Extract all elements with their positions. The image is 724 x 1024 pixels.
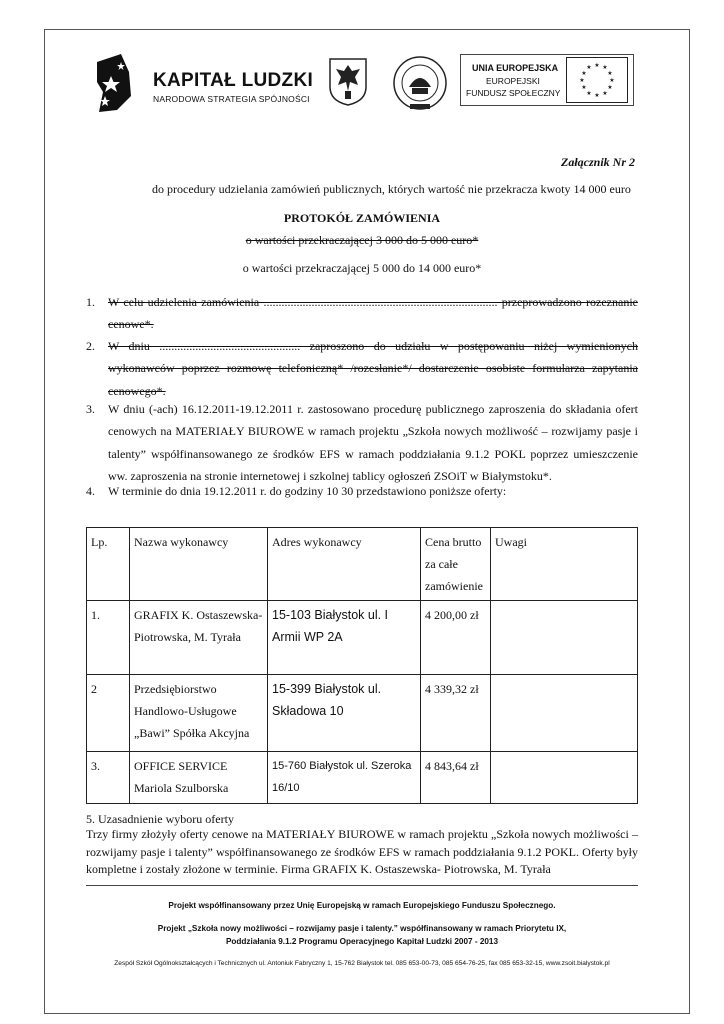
- cell-name: GRAFIX K. Ostaszewska- Piotrowska, M. Tyrała: [130, 601, 268, 675]
- kapital-ludzki-title: KAPITAŁ LUDZKI: [153, 70, 314, 91]
- cell-price: 4 200,00 zł: [421, 601, 491, 675]
- cell-name: Przedsiębiorstwo Handlowo-Usługowe „Bawi” Spółka Akcyjna: [130, 675, 268, 752]
- cell-lp: 1.: [87, 601, 130, 675]
- svg-text:★: ★: [594, 62, 600, 69]
- svg-text:★: ★: [602, 64, 608, 71]
- header-address: Adres wykonawcy: [268, 528, 421, 601]
- cell-price: 4 339,32 zł: [421, 675, 491, 752]
- svg-text:★: ★: [602, 90, 608, 97]
- cell-name: OFFICE SERVICE Mariola Szulborska: [130, 752, 268, 804]
- table-row: [87, 601, 638, 675]
- document-title: PROTOKÓŁ ZAMÓWIENIA: [283, 211, 441, 225]
- footer-project: Projekt „Szkoła nowy możliwości – rozwijamy pasje i talenty.” współfinansowany w ramach Priorytetu IX,: [157, 924, 567, 933]
- cell-address: 15-399 Białystok ul. Składowa 10: [268, 675, 421, 752]
- item-text: W terminie do dnia 19.12.2011 r. do godziny 10 30 przedstawiono poniższe oferty:: [108, 484, 507, 498]
- cell-lp: 2: [87, 675, 130, 752]
- item-text: W dniu ............................................... zaproszono do udziału w postępowaniu niżej wymienionych wykonawców poprzez rozmowę telefoniczną* /rozesłanie*/ dostarczenie osobiste formularza zapytania cenowego*.: [108, 339, 638, 398]
- svg-text:★: ★: [581, 70, 587, 77]
- eu-european-label: EUROPEJSKI: [486, 76, 540, 86]
- value-range: o wartości przekraczającej 5 000 do 14 000 euro*: [242, 261, 482, 275]
- section-5-heading: 5. Uzasadnienie wyboru oferty: [86, 812, 234, 826]
- eu-fund-label: FUNDUSZ SPOŁECZNY: [466, 88, 561, 98]
- svg-text:★: ★: [581, 84, 587, 91]
- svg-text:★: ★: [609, 77, 615, 84]
- header-name: Nazwa wykonawcy: [130, 528, 268, 601]
- table-row: [87, 675, 638, 752]
- cell-notes: [491, 601, 638, 675]
- item-text: W dniu (-ach) 16.12.2011-19.12.2011 r. zastosowano procedurę publicznego zaproszenia do składania ofert cenowych na MATERIAŁY BIUROWE w ramach projektu „Szkoła nowych możliwość – rozwijamy pasje i talenty” współfinansowanego ze środków EFS w ramach poddziałania 9.1.2 POKL poprzez umieszczenie ww. zaproszenia na stronie internetowej i szkolnej tablicy ogłoszeń ZSOiT w Białymstoku*.: [108, 402, 638, 483]
- section-5-text: Trzy firmy złożyły oferty cenowe na MATERIAŁY BIUROWE w ramach projektu „Szkoła nowych możliwości – rozwijamy pasje i talenty” współfinansowanego ze środków EFS w ramach poddziałania 9.1.2 POKL. Oferty były kompletne i zostały złożone w terminie. Firma GRAFIX K. Ostaszewska- Piotrowska, M. Tyrała: [86, 827, 638, 876]
- offers-table: [86, 527, 638, 804]
- footer-school-contact: Zespół Szkół Ogólnokształcących i Technicznych ul. Antoniuk Fabryczny 1, 15-762 Białystok tel. 085 653-00-73, 085 654-76-25, fax 085 653-32-15, www.zsoit.bialystok.pl: [114, 960, 610, 967]
- table-row: [87, 752, 638, 804]
- list-item-3: [86, 398, 638, 487]
- eu-flag-icon: [566, 57, 628, 103]
- header-lp: Lp.: [87, 528, 130, 601]
- list-item-4: [86, 480, 638, 502]
- header-price: Cena brutto za całe zamówienie: [421, 528, 491, 601]
- svg-text:★: ★: [607, 84, 613, 91]
- item-number: 4.: [86, 484, 95, 498]
- list-item-2: [86, 335, 638, 402]
- item-text: W celu udzielenia zamówienia .............................................................................. przeprowadzono rozeznanie cenowe*.: [108, 295, 638, 332]
- eu-union-label: UNIA EUROPEJSKA: [472, 63, 559, 73]
- item-number: 3.: [86, 402, 95, 416]
- cell-notes: [491, 675, 638, 752]
- svg-text:★: ★: [607, 70, 613, 77]
- value-range-struck: o wartości przekraczającej 3 000 do 5 000 euro*: [245, 233, 479, 247]
- list-item-1: [86, 291, 638, 336]
- item-number: 2.: [86, 339, 95, 353]
- cell-lp: 3.: [87, 752, 130, 804]
- item-number: 1.: [86, 295, 95, 309]
- bialystok-crest-icon: [328, 57, 368, 107]
- kapital-ludzki-subtitle: NARODOWA STRATEGIA SPÓJNOŚCI: [153, 94, 310, 104]
- cell-price: 4 843,64 zł: [421, 752, 491, 804]
- footer-program: Poddziałania 9.1.2 Programu Operacyjnego Kapitał Ludzki 2007 - 2013: [225, 937, 499, 946]
- attachment-number: Załącznik Nr 2: [560, 155, 635, 169]
- kapital-ludzki-logo-icon: [95, 52, 133, 114]
- cell-address: 15-760 Białystok ul. Szeroka 16/10: [268, 752, 421, 804]
- footer-divider: [86, 885, 638, 886]
- svg-text:★: ★: [594, 92, 600, 99]
- svg-text:★: ★: [579, 77, 585, 84]
- cell-notes: [491, 752, 638, 804]
- header-notes: Uwagi: [491, 528, 638, 601]
- svg-text:★: ★: [586, 90, 592, 97]
- cell-address: 15-103 Białystok ul. I Armii WP 2A: [268, 601, 421, 675]
- table-header-row: [87, 528, 638, 601]
- footer-cofinanced: Projekt współfinansowany przez Unię Europejską w ramach Europejskiego Funduszu Społecznego.: [168, 901, 556, 910]
- svg-text:★: ★: [586, 64, 592, 71]
- school-emblem-icon: [392, 55, 448, 111]
- procedure-subtitle: do procedury udzielania zamówień publicznych, których wartość nie przekracza kwoty 14 000 euro: [152, 182, 631, 196]
